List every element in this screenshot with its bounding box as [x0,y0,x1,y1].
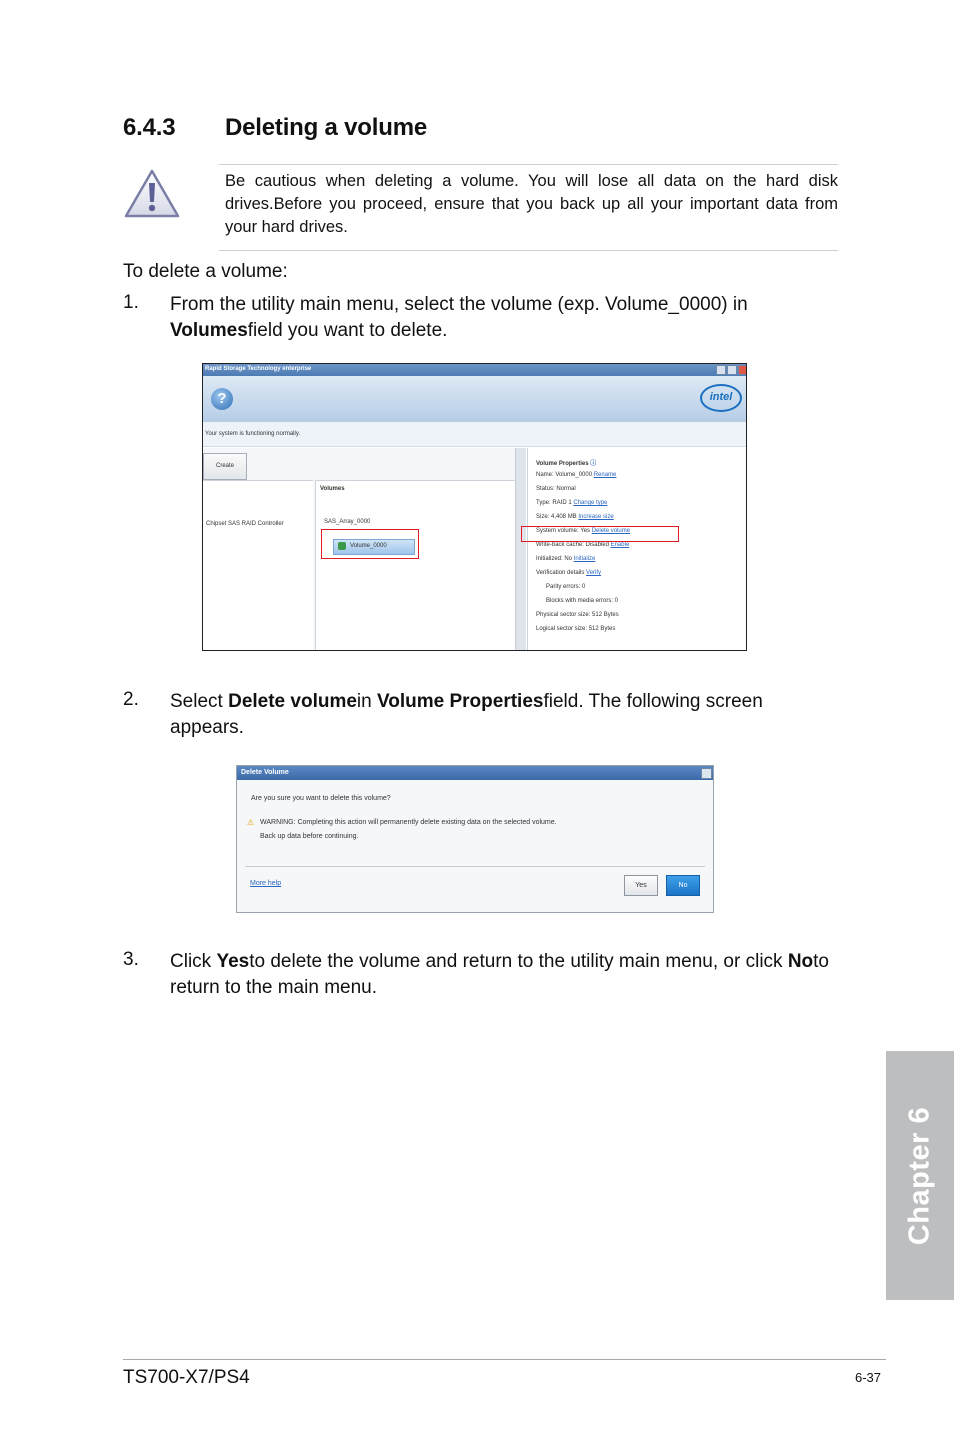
note-bottom-rule [219,250,838,251]
property-label: Physical sector size: 512 Bytes [536,612,619,618]
property-label: Blocks with media errors: 0 [546,598,619,604]
property-label: Logical sector size: 512 Bytes [536,626,616,632]
property-link[interactable]: Delete volume [591,528,631,534]
footer-rule [123,1359,886,1360]
property-label: System volume: Yes [536,528,591,534]
dialog-separator [245,866,705,867]
property-label: Parity errors: 0 [546,584,586,590]
more-help-link[interactable]: More help [250,880,282,887]
property-label: Name: Volume_0000 [536,472,593,478]
section-heading [123,114,427,142]
note-top-rule [219,164,838,165]
status-text: Your system is functioning normally. [205,431,301,437]
property-label: Write-back cache: Disabled [536,542,609,548]
step-1-number: 1. [123,292,139,313]
property-link[interactable]: Increase size [578,514,614,520]
property-link[interactable]: Rename [593,472,617,478]
window-titlebar [203,364,746,376]
caution-note-text: Be cautious when deleting a volume. You will lose all data on the hard disk drives.Before you proceed, ensure that you back up all your important data from your hard drives. [225,172,838,236]
property-row [546,584,585,590]
step-3-number: 3. [123,949,139,970]
close-icon[interactable] [701,768,712,779]
property-label: Initialized: No [536,556,573,562]
property-link[interactable]: Change type [573,500,608,506]
property-row [546,598,618,604]
property-link[interactable]: Enable [610,542,630,548]
maximize-icon[interactable] [727,365,737,375]
property-row [536,626,615,632]
help-icon[interactable]: ? [211,388,233,410]
property-row [536,486,576,492]
controller-label: Chipset SAS RAID Controller [206,521,284,527]
warning-icon: ⚠ [247,818,255,827]
property-row [536,500,607,506]
yes-button[interactable]: Yes [624,875,658,896]
info-icon[interactable]: ⓘ [590,461,597,467]
status-bar [203,422,746,447]
property-link[interactable]: Verify [586,570,602,576]
step-2-text: Select Delete volumein Volume Propertiesfield. The following screen appears. [170,691,763,738]
volumes-heading: Volumes [320,486,345,492]
property-label: Type: RAID 1 [536,500,572,506]
delete-volume-highlight-box [521,526,679,542]
delete-volume-dialog-screenshot [236,765,714,913]
dialog-question: Are you sure you want to delete this volume? [251,795,391,802]
window-title: Rapid Storage Technology enterprise [205,366,312,372]
dialog-title: Delete Volume [241,769,289,776]
property-row [536,514,614,520]
warning-icon [123,168,181,220]
chapter-label: Chapter 6 [903,1106,936,1245]
rst-main-screenshot [202,363,747,651]
no-button[interactable]: No [666,875,700,896]
property-label: Verification details [536,570,585,576]
volume-properties-panel [527,448,742,650]
step-3-text: Click Yesto delete the volume and return to the utility main menu, or click Noto return to the main menu. [170,951,830,998]
property-row [536,472,616,478]
property-row [536,570,601,576]
minimize-icon[interactable] [716,365,726,375]
property-link[interactable]: Initialize [573,556,596,562]
step-1-text: From the utility main menu, select the volume (exp. Volume_0000) in Volumesfield you want to delete. [170,294,748,341]
step-2-number: 2. [123,689,139,710]
property-label: Status: Normal [536,486,576,492]
intel-logo: intel [700,384,742,412]
dialog-warning-line2: Back up data before continuing. [260,833,359,840]
splitter-handle[interactable] [515,448,526,650]
footer-page-number: 6-37 [855,1370,882,1385]
property-label: Size: 4,408 MB [536,514,577,520]
volume-highlight-box [321,529,419,559]
volumes-panel [315,480,516,651]
dialog-titlebar [237,766,713,780]
section-title: Deleting a volume [225,114,427,141]
intro-text: To delete a volume: [123,261,288,282]
controller-panel [203,480,313,651]
dialog-warning-line1: WARNING: Completing this action will permanently delete existing data on the selected volume. [260,819,557,826]
property-row [536,612,619,618]
footer-model: TS700-X7/PS4 [123,1367,250,1388]
array-label: SAS_Array_0000 [324,519,371,525]
property-row [536,556,595,562]
property-row [536,542,629,548]
section-number: 6.4.3 [123,114,176,141]
chapter-tab [886,1051,954,1300]
create-volume-button[interactable]: Create [203,453,247,480]
app-header [203,376,746,422]
volume-label: Volume_0000 [350,543,387,549]
close-icon[interactable] [738,365,747,375]
properties-heading: Volume Properties ⓘ [536,461,597,467]
